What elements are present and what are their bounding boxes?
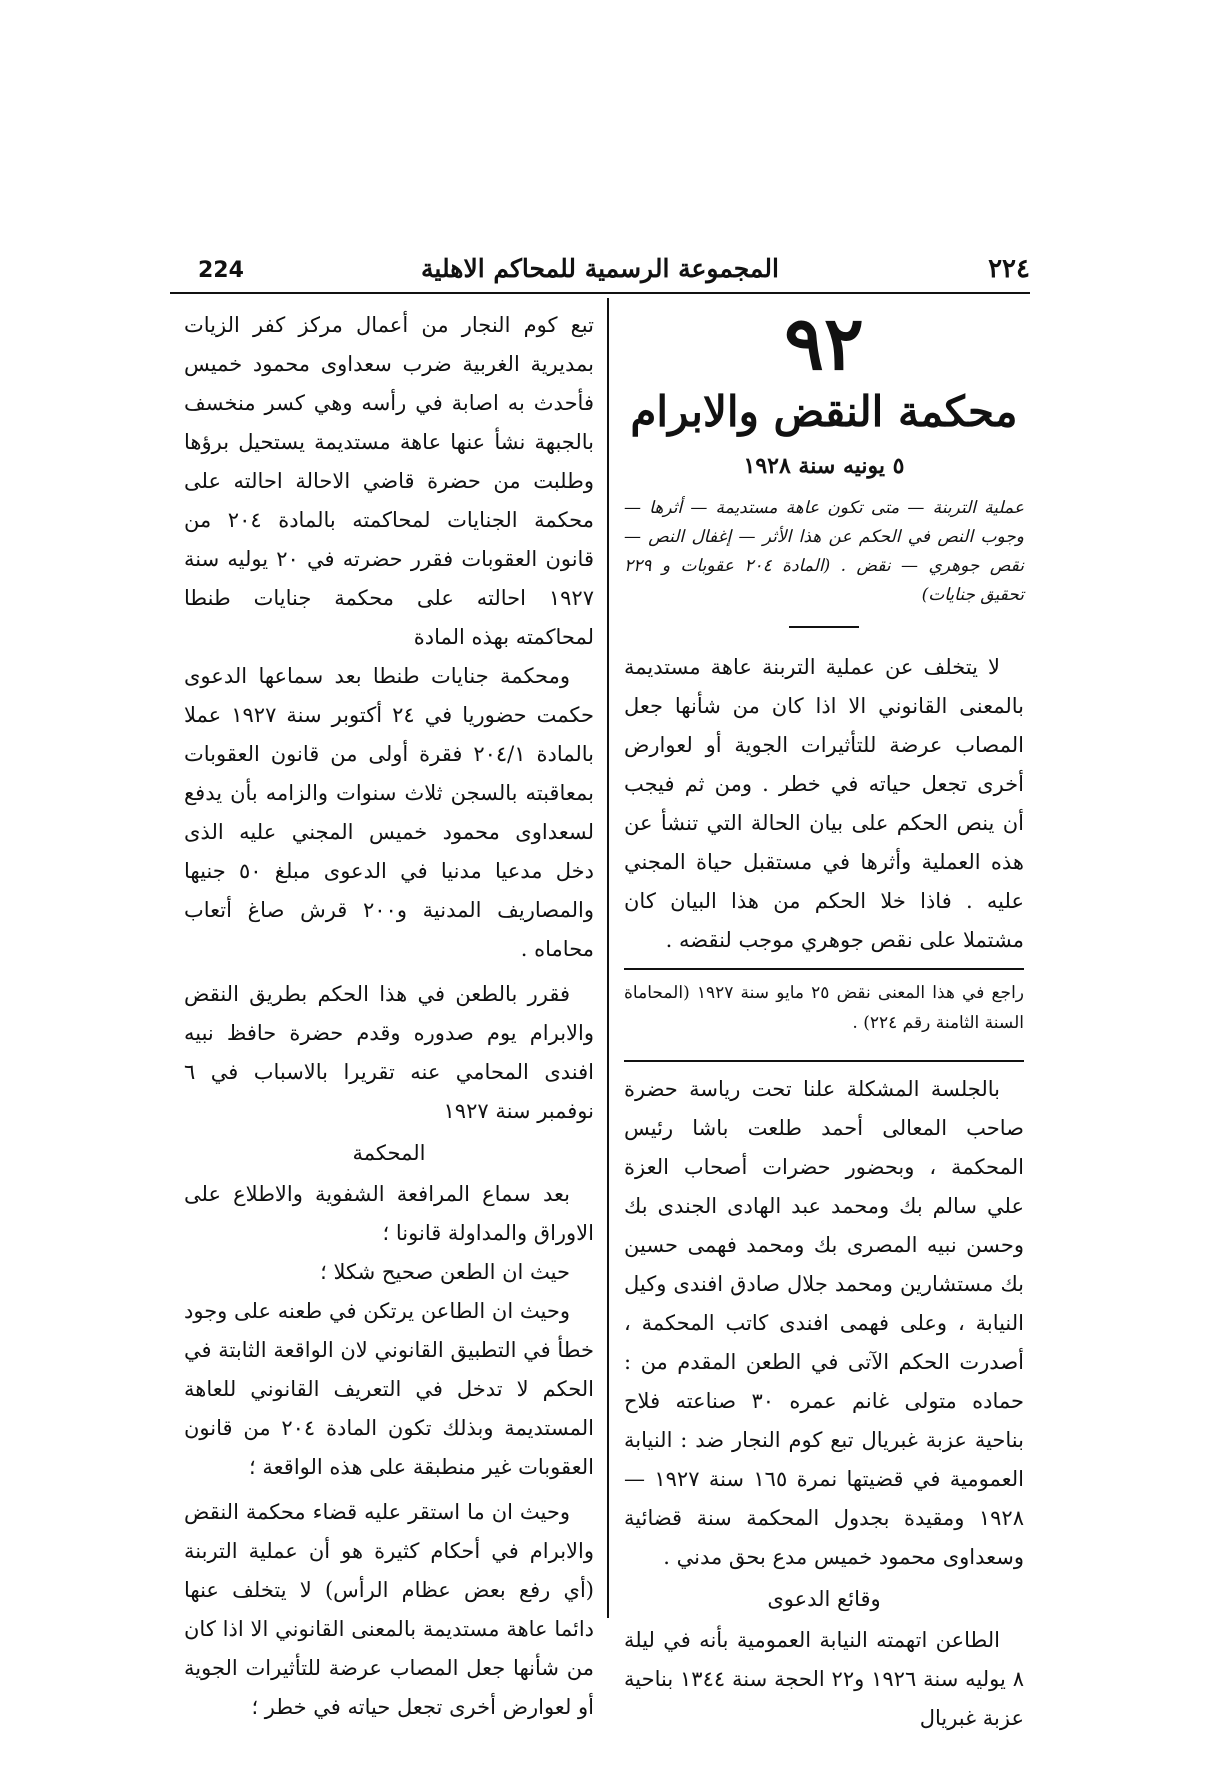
ruling-date: ٥ يونيه سنة ١٩٢٨ <box>743 453 905 479</box>
column-divider <box>607 298 609 1618</box>
paragraph-grounds: وحيث ان الطاعن يرتكن في طعنه على وجود خطأ في التطبيق القانوني لان الواقعة الثابتة في الحكم لا تدخل في التعريف القانوني للعاهة المستديمة وبذلك تكون المادة ٢٠٤ من قانون العقوبات غير منطبقة على هذه الواقعة ؛ <box>184 1299 594 1479</box>
reference-note: راجع في هذا المعنى نقض ٢٥ مايو سنة ١٩٢٧ (المحاماة السنة الثامنة رقم ٢٢٤) . <box>624 983 1025 1033</box>
header-rule <box>170 292 1030 294</box>
publication-title: المجموعة الرسمية للمحاكم الاهلية <box>421 254 779 283</box>
case-number: ٩٢ <box>784 301 864 387</box>
case-keywords: عملية التربنة — متى تكون عاهة مستديمة — أثرها — وجوب النص في الحكم عن هذا الأثر — إغفال النص — نقص جوهري — نقض . (المادة ٢٠٤ عقوبات و ٢٢٩ تحقيق جنايات) <box>624 498 1024 605</box>
left-column <box>184 306 594 1727</box>
court-title: محكمة النقض والابرام <box>630 387 1018 436</box>
paragraph-continuation: تبع كوم النجار من أعمال مركز كفر الزيات بمديرية الغربية ضرب سعداوى محمود خميس فأحدث به اصابة في رأسه وهي كسر منخسف بالجبهة نشأ عنها عاهة مستديمة يستحيل برؤها وطلبت من حضرة قاضي الاحالة احالته على محكمة الجنايات لمحاكمته بالمادة ٢٠٤ من قانون العقوبات فقرر حضرته في ٢٠ يوليه سنة ١٩٢٧ احالته على محكمة جنايات طنطا لمحاكمته بهذه المادة <box>184 313 594 649</box>
page-number-arabic: ٢٢٤ <box>988 254 1030 284</box>
short-divider <box>789 626 859 628</box>
legal-principle: لا يتخلف عن عملية التربنة عاهة مستديمة بالمعنى القانوني الا اذا كان من شأنها جعل المصاب عرضة للتأثيرات الجوية أو لعوارض أخرى تجعل حياته في خطر . ومن ثم فيجب أن ينص الحكم على بيان الحالة التي تنشأ عن هذه العملية وأثرها في مستقبل حياة المجني عليه . فاذا خلا الحكم من هذا البيان كان مشتملا على نقص جوهري موجب لنقضه . <box>624 655 1024 952</box>
facts-heading: وقائع الدعوى <box>767 1587 881 1611</box>
paragraph-judgment: ومحكمة جنايات طنطا بعد سماعها الدعوى حكمت حضوريا في ٢٤ أكتوبر سنة ١٩٢٧ عملا بالمادة ٢٠٤/١ فقرة أولى من قانون العقوبات بمعاقبته بالسجن ثلاث سنوات والزامه بأن يدفع لسعداوى محمود خميس المجني عليه الذى دخل مدعيا مدنيا في الدعوى مبلغ ٥٠ جنيها والمصاريف المدنية و٢٠٠ قرش صاغ أتعاب محاماه . <box>184 664 594 961</box>
paragraph-precedent: وحيث ان ما استقر عليه قضاء محكمة النقض والابرام في أحكام كثيرة هو أن عملية التربنة (أي رفع بعض عظام الرأس) لا يتخلف عنها دائما عاهة مستديمة بالمعنى القانوني الا اذا كان من شأنها جعل المصاب عرضة للتأثيرات الجوية أو لعوارض أخرى تجعل حياته في خطر ؛ <box>184 1500 594 1719</box>
reference-divider <box>624 968 1024 970</box>
page-number-latin: 224 <box>198 258 244 283</box>
page-header <box>170 250 1030 290</box>
paragraph-form: حيث ان الطعن صحيح شكلا ؛ <box>320 1260 570 1284</box>
right-column <box>624 300 1024 1738</box>
paragraph-hearing: بعد سماع المرافعة الشفوية والاطلاع على الاوراق والمداولة قانونا ؛ <box>184 1182 594 1245</box>
session-paragraph: بالجلسة المشكلة علنا تحت رياسة حضرة صاحب المعالى أحمد طلعت باشا رئيس المحكمة ، وبحضور حضرات أصحاب العزة علي سالم بك ومحمد عبد الهادى الجندى بك وحسن نبيه المصرى بك ومحمد فهمى حسين بك مستشارين ومحمد جلال صادق افندى وكيل النيابة ، وعلى فهمى افندى كاتب المحكمة ، أصدرت الحكم الآتى في الطعن المقدم من : حماده متولى غانم عمره ٣٠ صناعته فلاح بناحية عزبة غبريال تبع كوم النجار ضد : النيابة العمومية في قضيتها نمرة ١٦٥ سنة ١٩٢٧ — ١٩٢٨ ومقيدة بجدول المحكمة سنة قضائية وسعداوى محمود خميس مدع بحق مدني . <box>624 1077 1024 1569</box>
session-divider <box>624 1060 1024 1062</box>
facts-paragraph: الطاعن اتهمته النيابة العمومية بأنه في ليلة ٨ يوليه سنة ١٩٢٦ و٢٢ الحجة سنة ١٣٤٤ بناحية عزبة غبريال <box>624 1628 1024 1730</box>
court-heading: المحكمة <box>352 1141 426 1165</box>
paragraph-appeal: فقرر بالطعن في هذا الحكم بطريق النقض والابرام يوم صدوره وقدم حضرة حافظ نبيه افندى المحامي عنه تقريرا بالاسباب في ٦ نوفمبر سنة ١٩٢٧ <box>184 982 594 1123</box>
